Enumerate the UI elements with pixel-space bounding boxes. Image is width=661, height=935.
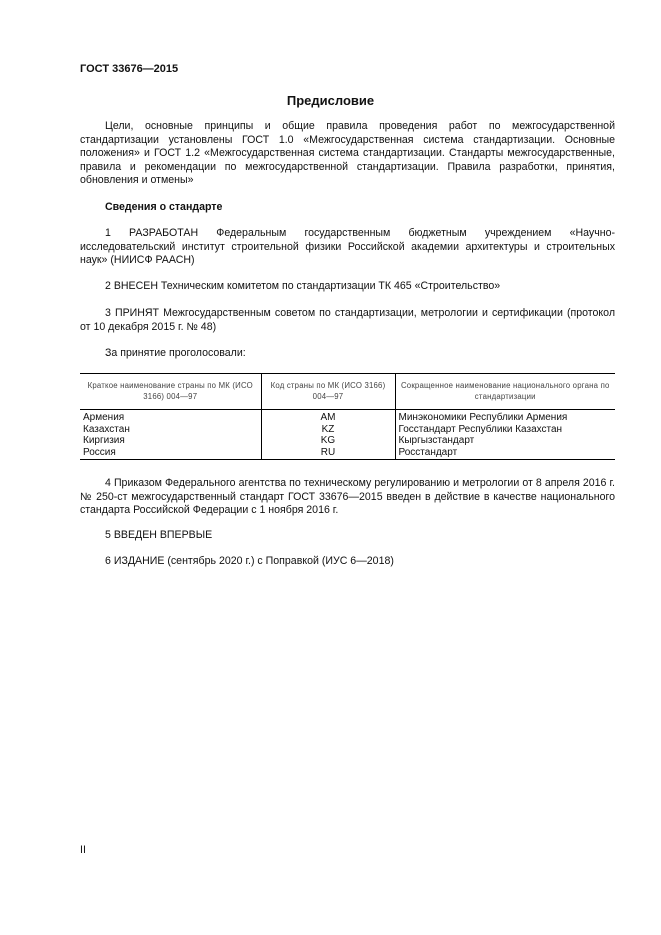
cell-country: Казахстан bbox=[83, 423, 130, 435]
cell-body: Минэкономики Республики Армения bbox=[395, 410, 615, 424]
cell-code: KG bbox=[261, 435, 395, 447]
item-4-order: 4 Приказом Федерального агентства по техническому регулированию и метрологии от 8 апреля 2016 г. № 250-ст межгосударственный стандарт ГОСТ 33676—2015 введен в действие в качестве национального стандарта Российской Федерации с 1 ноября 2016 г. bbox=[80, 477, 615, 516]
page-title: Предисловие bbox=[286, 93, 375, 108]
header-standards-body: Сокращенное наименование национального органа по стандартизации bbox=[395, 374, 615, 410]
item-1-developed: 1 РАЗРАБОТАН Федеральным государственным бюджетным учреждением «Научно-исследовательский институт строительной физики Российской академии архитектуры и строительных наук» (НИИСФ РААСН) bbox=[80, 227, 615, 266]
table-row bbox=[80, 435, 615, 447]
cell-country: Киргизия bbox=[83, 435, 125, 446]
item-6-edition: 6 ИЗДАНИЕ (сентябрь 2020 г.) с Поправкой (ИУС 6—2018) bbox=[105, 555, 394, 567]
vote-label: За принятие проголосовали: bbox=[105, 347, 246, 359]
cell-code: KZ bbox=[261, 424, 395, 436]
cell-code: RU bbox=[261, 447, 395, 460]
cell-body: Госстандарт Республики Казахстан bbox=[395, 424, 615, 436]
cell-country: Россия bbox=[80, 447, 261, 460]
table-row bbox=[80, 447, 615, 460]
cell-country: Армения bbox=[83, 412, 125, 423]
cell-code: AM bbox=[261, 410, 395, 424]
header-country-code: Код страны по МК (ИСО 3166) 004—97 bbox=[261, 374, 395, 410]
cell-body: Кыргызстандарт bbox=[395, 435, 615, 447]
table-row bbox=[80, 424, 615, 436]
cell-body: Росстандарт bbox=[395, 447, 615, 460]
document-header: ГОСТ 33676—2015 bbox=[80, 63, 179, 75]
item-2-introduced: 2 ВНЕСЕН Техническим комитетом по стандартизации ТК 465 «Строительство» bbox=[105, 280, 501, 292]
section-subheading: Сведения о стандарте bbox=[105, 201, 223, 213]
page-number: II bbox=[80, 844, 86, 856]
header-country-name: Краткое наименование страны по МК (ИСО 3166) 004—97 bbox=[80, 374, 261, 410]
table-header-row bbox=[80, 374, 615, 410]
intro-paragraph: Цели, основные принципы и общие правила проведения работ по межгосударственной стандартизации установлены ГОСТ 1.0 «Межгосударственная система стандартизации. Основные положения» и ГОСТ 1.2 «Межгосударственная система стандартизации. Стандарты межгосударственные, правила и рекомендации по межгосударственной стандартизации. Правила разработки, принятия, обновления и отмены» bbox=[80, 120, 615, 186]
item-5-first-introduced: 5 ВВЕДЕН ВПЕРВЫЕ bbox=[105, 529, 213, 541]
item-3-adopted: 3 ПРИНЯТ Межгосударственным советом по стандартизации, метрологии и сертификации (протокол от 10 декабря 2015 г. № 48) bbox=[80, 307, 615, 333]
voting-table bbox=[80, 373, 615, 460]
table-row bbox=[80, 410, 615, 424]
